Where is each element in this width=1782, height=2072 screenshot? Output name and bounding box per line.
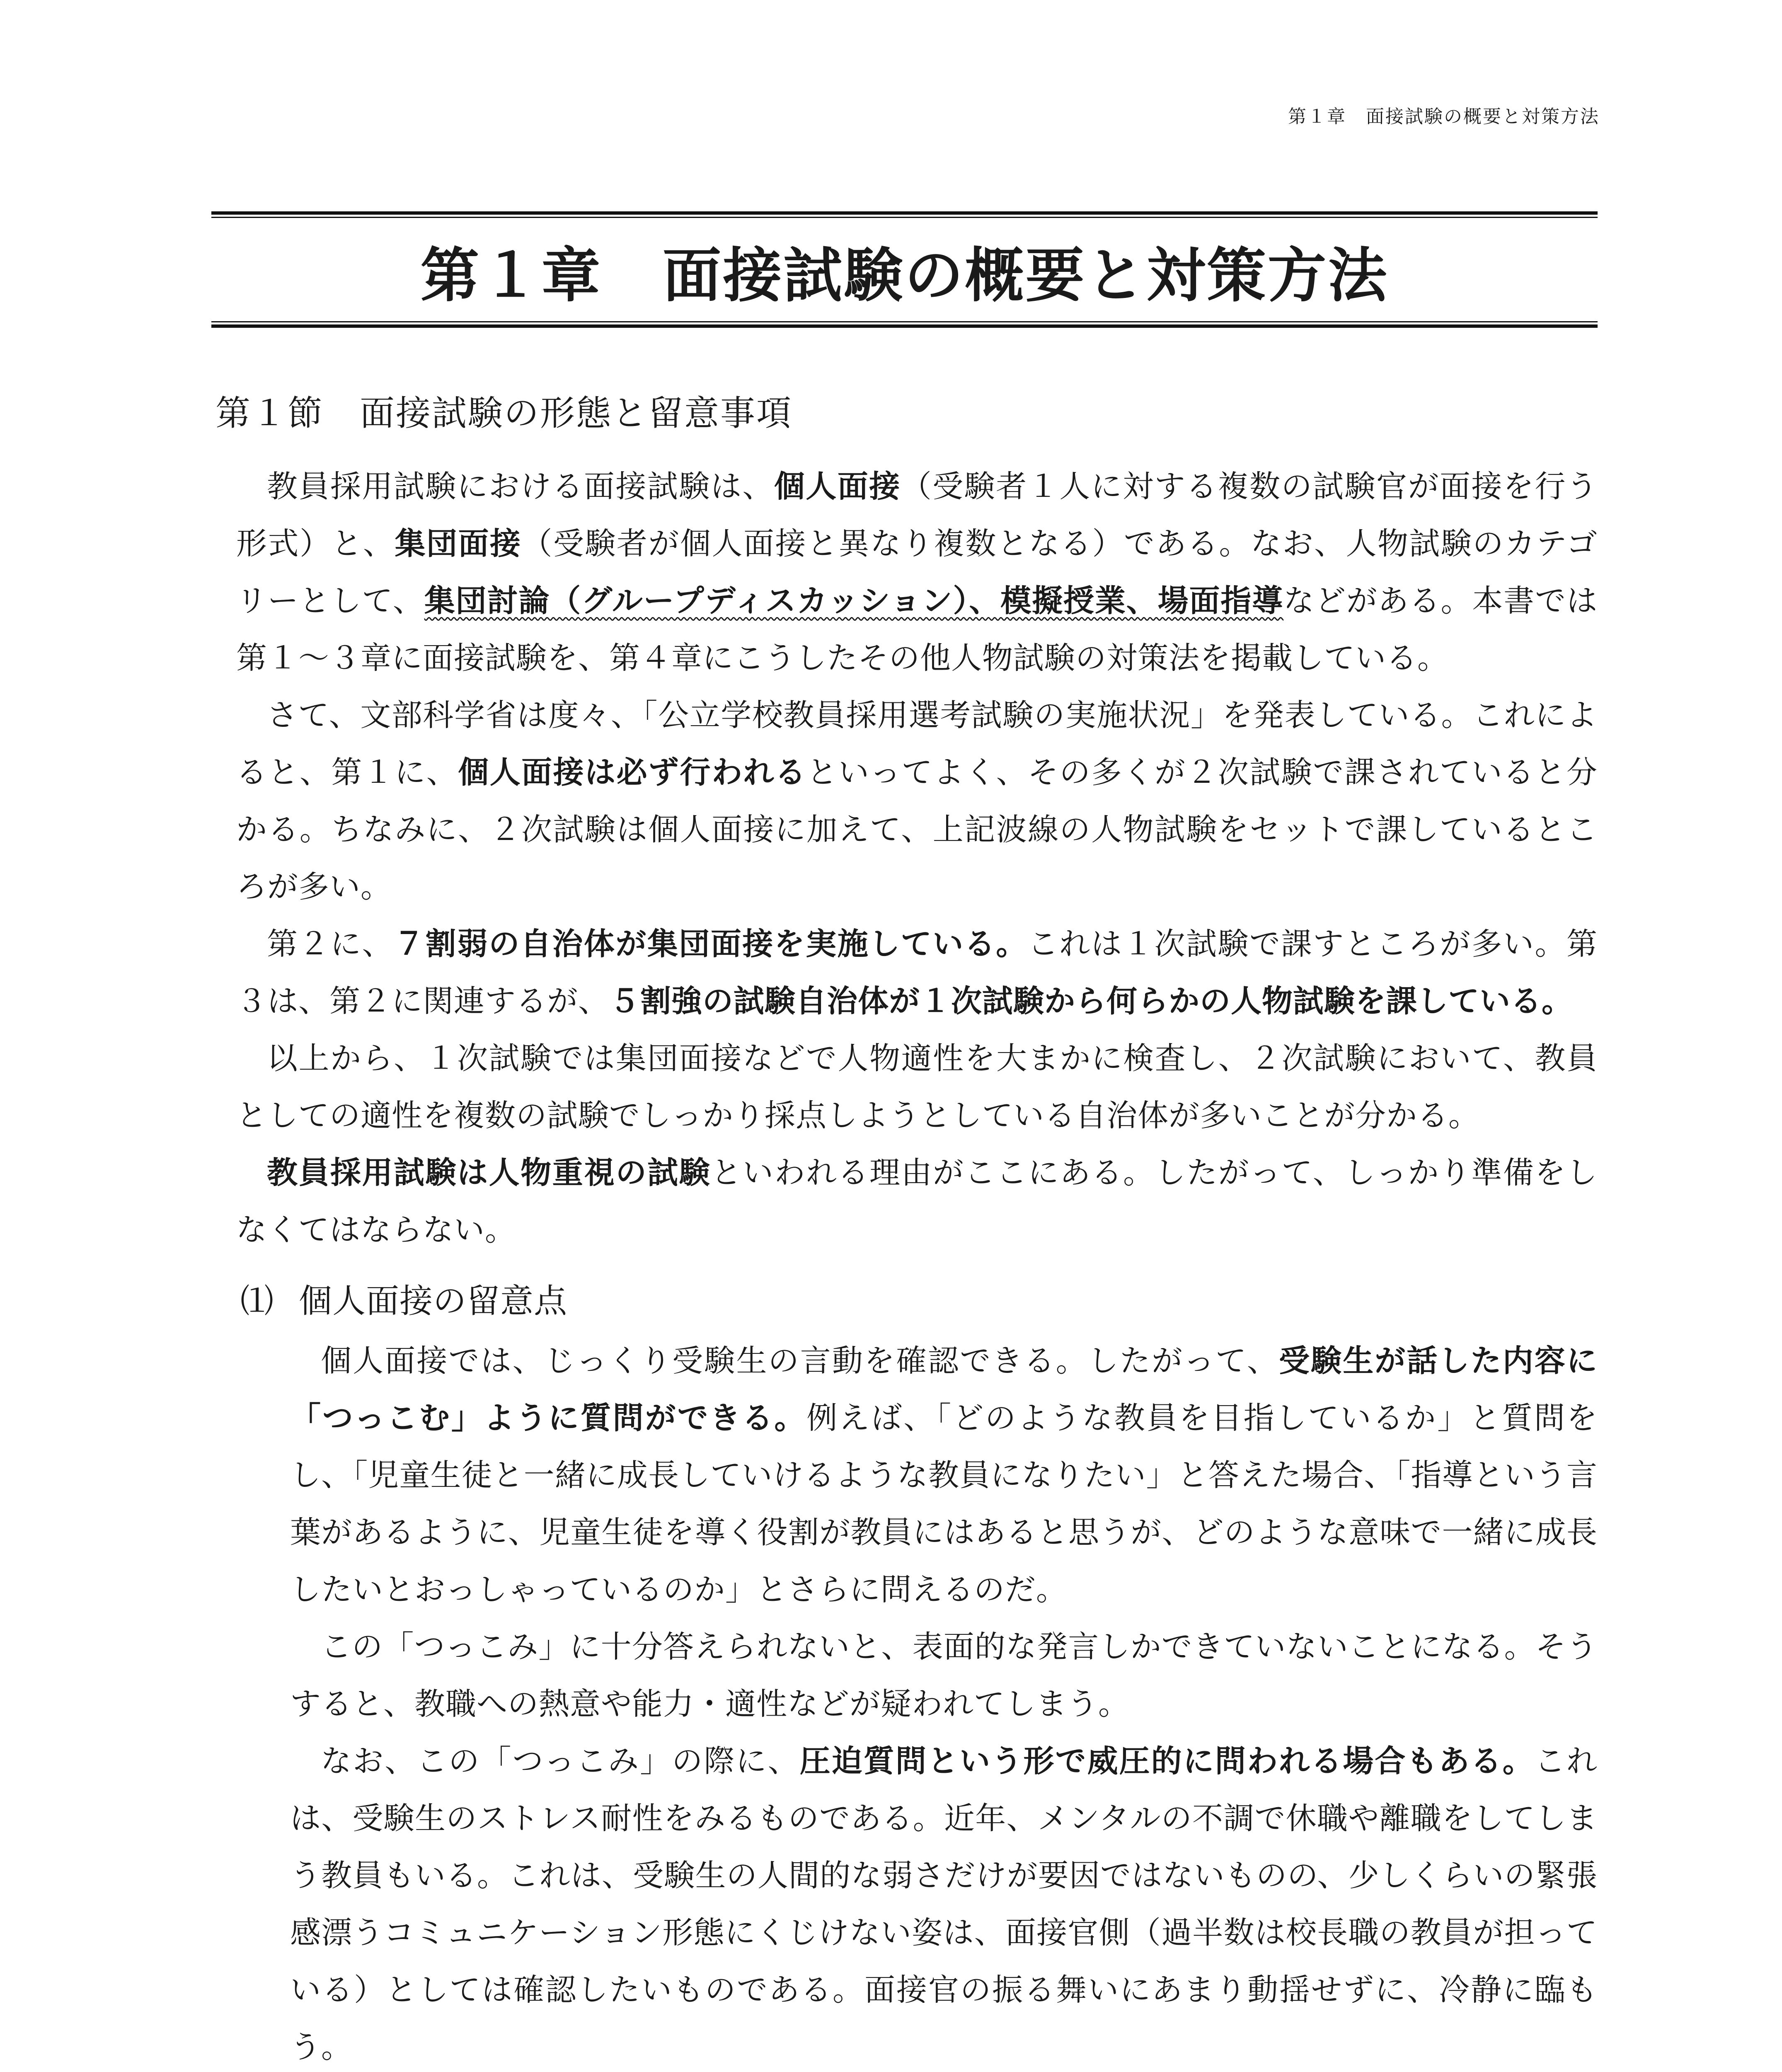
title-rule-top	[211, 211, 1598, 218]
paragraph-individual-1	[290, 1332, 1598, 1618]
text-run: さて、文部科学省は度々、「公立学校教員採用選考試験の実施状況」を発表している。これによると、第１に、	[236, 697, 1598, 790]
text-run: といってよく、その多くが２次試験で課されていると分かる。ちなみに、２次試験は個人面接に加えて、上記波線の人物試験をセットで課しているところが多い。	[236, 755, 1598, 905]
text-run: 第２に、	[267, 926, 394, 962]
section-title: 第１節 面接試験の形態と留意事項	[215, 393, 793, 433]
subsection-title: 個人面接の留意点	[299, 1282, 567, 1320]
chapter-title: 第１章 面接試験の概要と対策方法	[420, 241, 1389, 310]
title-rule-bottom	[211, 321, 1598, 328]
text-run: 以上から、１次試験では集団面接などで人物適性を大まかに検査し、２次試験において、教員としての適性を複数の試験でしっかり採点しようとしている自治体が多いことが分かる。	[236, 1041, 1598, 1133]
bold-phrase: 圧迫質問という形で威圧的に問われる場合もある。	[799, 1743, 1535, 1779]
body-text	[236, 458, 1598, 2072]
text-run: これは１次試験で課すところが多い。第３は、第２に関連するが、	[236, 926, 1598, 1019]
text-run: なお、この「つっこみ」の際に、	[321, 1743, 800, 1779]
paragraph-summary	[236, 1030, 1598, 1144]
text-run: （受験者１人に対する複数の試験官が面接を行う形式）と、	[236, 469, 1598, 562]
bold-phrase: ５割強の試験自治体が１次試験から何らかの人物試験を課している。	[609, 983, 1573, 1019]
bold-phrase: ７割弱の自治体が集団面接を実施している。	[393, 926, 1028, 962]
paragraph-individual-2	[290, 1618, 1598, 1733]
paragraph-individual-3	[290, 1733, 1598, 2072]
subsection-heading	[236, 1274, 1598, 1328]
subsection-body	[290, 1332, 1598, 2072]
paragraph-survey	[236, 687, 1598, 915]
text-run: この「つっこみ」に十分答えられないと、表面的な発言しかできていないことになる。そうすると、教職への熱意や能力・適性などが疑われてしまう。	[290, 1629, 1598, 1722]
wavy-underlined-terms: 集団討論（グループディスカッション）、模擬授業、場面指導	[424, 583, 1284, 619]
paragraph-conclusion	[236, 1144, 1598, 1259]
running-header: 第１章 面接試験の概要と対策方法	[1288, 106, 1600, 127]
text-run: 例えば、「どのような教員を目指しているか」と質問をし、「児童生徒と一緒に成長していけるような教員になりたい」と答えた場合、「指導という言葉があるように、児童生徒を導く役割が教員にはあると思うが、どのような意味で一緒に成長したいとおっしゃっているのか」とさらに問えるのだ。	[290, 1400, 1598, 1607]
text-run: 教員採用試験における面接試験は、	[267, 469, 774, 504]
bold-term-group-interview: 集団面接	[395, 526, 522, 562]
bold-phrase: 個人面接は必ず行われる	[458, 755, 807, 790]
paragraph-second-third	[236, 915, 1598, 1030]
text-run: といわれる理由がここにある。したがって、しっかり準備をしなくてはならない。	[236, 1155, 1598, 1248]
bold-term-individual-interview: 個人面接	[774, 469, 901, 504]
text-run: （受験者が個人面接と異なり複数となる）である。なお、人物試験のカテゴリーとして、	[236, 526, 1598, 619]
text-run: これは、受験生のストレス耐性をみるものである。近年、メンタルの不調で休職や離職をしてしまう教員もいる。これは、受験生の人間的な弱さだけが要因ではないものの、少しくらいの緊張感漂うコミュニケーション形態にくじけない姿は、面接官側（過半数は校長職の教員が担っている）としては確認したいものである。面接官の振る舞いにあまり動揺せずに、冷静に臨もう。	[290, 1743, 1598, 2065]
text-run: などがある。本書では第１～３章に面接試験を、第４章にこうしたその他人物試験の対策法を掲載している。	[236, 583, 1598, 676]
bold-phrase: 受験生が話した内容に「つっこむ」ように質問ができる。	[290, 1343, 1598, 1436]
paragraph-intro	[236, 458, 1598, 687]
text-run: 個人面接では、じっくり受験生の言動を確認できる。したがって、	[321, 1343, 1279, 1379]
subsection-number: ⑴	[240, 1282, 274, 1320]
bold-phrase: 教員採用試験は人物重視の試験	[267, 1155, 711, 1191]
